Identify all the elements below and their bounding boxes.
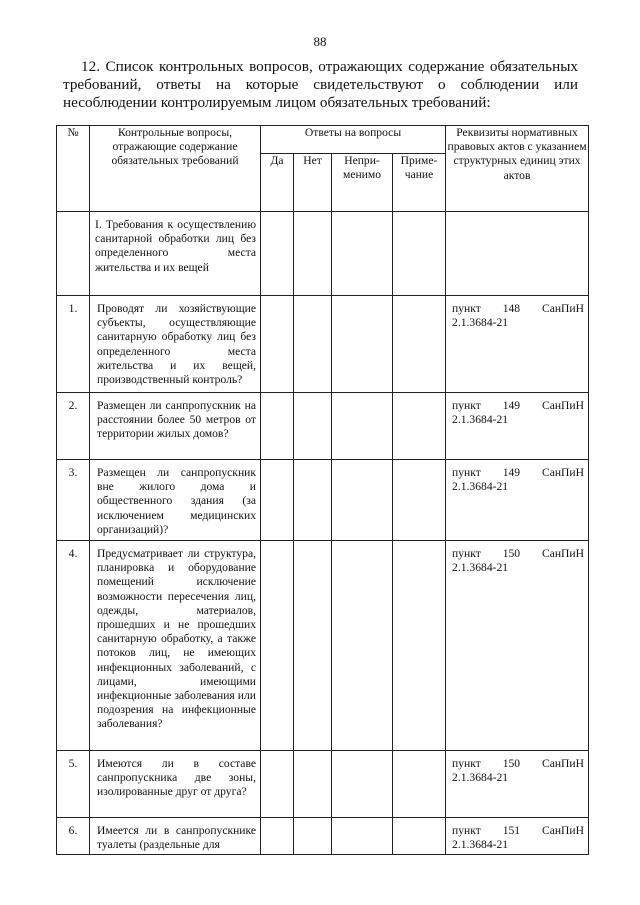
ref-word: пункт — [452, 757, 481, 770]
row-num: 4. — [57, 541, 90, 751]
ref-code: 2.1.3684-21 — [452, 838, 509, 852]
ref-doc: СанПиН — [541, 466, 585, 479]
table-row — [57, 818, 589, 855]
answer-not-applicable-cell — [332, 393, 393, 460]
answer-no-cell — [294, 460, 332, 541]
row-question: Проводят ли хозяйствующие субъекты, осуществляющие санитарную обработку лиц без определенного места жительства и их вещей, производственный контроль? — [90, 296, 261, 393]
row-reference — [446, 460, 589, 541]
row-reference — [446, 296, 589, 393]
header-question: Контрольные вопросы, отражающие содержание обязательных требований — [90, 126, 261, 212]
header-not-applicable: Непри-менимо — [332, 154, 393, 212]
answer-not-applicable-cell — [332, 541, 393, 751]
checklist-table — [56, 125, 589, 855]
ref-word: пункт — [452, 302, 481, 315]
answer-not-applicable-cell — [332, 296, 393, 393]
ref-word: пункт — [452, 824, 481, 837]
ref-number: 149 — [502, 466, 521, 479]
row-reference — [446, 393, 589, 460]
row-num: 2. — [57, 393, 90, 460]
table-row — [57, 541, 589, 751]
answer-yes-cell — [261, 393, 294, 460]
section-row — [57, 212, 589, 296]
row-num: 3. — [57, 460, 90, 541]
ref-number: 148 — [502, 302, 521, 315]
ref-number: 151 — [502, 824, 521, 837]
ref-doc: СанПиН — [541, 302, 585, 315]
answer-not-applicable-cell — [332, 751, 393, 818]
answer-no-cell — [294, 393, 332, 460]
ref-doc: СанПиН — [541, 547, 585, 560]
table-row — [57, 296, 589, 393]
answer-not-applicable-cell — [332, 818, 393, 855]
answer-yes-cell — [261, 541, 294, 751]
ref-cell — [446, 212, 589, 296]
answer-no-cell — [294, 818, 332, 855]
header-yes: Да — [261, 154, 294, 212]
row-question: Имеются ли в составе санпропускника две зоны, изолированные друг от друга? — [90, 751, 261, 818]
ref-word: пункт — [452, 466, 481, 479]
header-requisites: Реквизиты нормативных правовых актов с указанием структурных единиц этих актов — [446, 126, 589, 212]
ref-doc: СанПиН — [541, 399, 585, 412]
ref-code: 2.1.3684-21 — [452, 771, 509, 785]
answer-note-cell — [393, 751, 446, 818]
ref-number: 150 — [502, 757, 521, 770]
header-no: Нет — [294, 154, 332, 212]
row-num: 5. — [57, 751, 90, 818]
answer-note-cell — [393, 460, 446, 541]
answer-yes-cell — [261, 460, 294, 541]
page-number: 88 — [313, 34, 327, 49]
answer-cell — [332, 212, 393, 296]
ref-code: 2.1.3684-21 — [452, 561, 509, 575]
ref-doc: СанПиН — [541, 824, 585, 837]
row-reference — [446, 751, 589, 818]
section-title: I. Требования к осуществлению санитарной обработки лиц без определенного места жительства и их вещей — [90, 212, 261, 296]
answer-cell — [294, 212, 332, 296]
answer-note-cell — [393, 818, 446, 855]
answer-cell — [261, 212, 294, 296]
ref-word: пункт — [452, 399, 481, 412]
table-row — [57, 460, 589, 541]
row-question: Размещен ли санпропускник вне жилого дома и общественного здания (за исключением медицинских организаций)? — [90, 460, 261, 541]
answer-no-cell — [294, 751, 332, 818]
table-row — [57, 393, 589, 460]
answer-note-cell — [393, 541, 446, 751]
table-row — [57, 751, 589, 818]
header-answers-group: Ответы на вопросы — [261, 126, 446, 154]
section-num-cell — [57, 212, 90, 296]
ref-code: 2.1.3684-21 — [452, 316, 509, 330]
row-question: Размещен ли санпропускник на расстоянии более 50 метров от территории жилых домов? — [90, 393, 261, 460]
header-note: Приме-чание — [393, 154, 446, 212]
row-num: 1. — [57, 296, 90, 393]
document-heading: 12. Список контрольных вопросов, отражающих содержание обязательных требований, ответы на которые свидетельствуют о соблюдении или несоблюдении контролируемым лицом обязательных требований: — [63, 58, 578, 111]
row-num: 6. — [57, 818, 90, 855]
ref-code: 2.1.3684-21 — [452, 413, 509, 427]
ref-code: 2.1.3684-21 — [452, 480, 509, 494]
answer-yes-cell — [261, 751, 294, 818]
ref-number: 150 — [502, 547, 521, 560]
answer-note-cell — [393, 296, 446, 393]
header-num: № — [57, 126, 90, 212]
answer-yes-cell — [261, 296, 294, 393]
row-reference — [446, 541, 589, 751]
answer-cell — [393, 212, 446, 296]
answer-yes-cell — [261, 818, 294, 855]
ref-word: пункт — [452, 547, 481, 560]
ref-number: 149 — [502, 399, 521, 412]
answer-no-cell — [294, 541, 332, 751]
row-reference — [446, 818, 589, 855]
answer-not-applicable-cell — [332, 460, 393, 541]
answer-no-cell — [294, 296, 332, 393]
row-question: Предусматривает ли структура, планировка и оборудование помещений исключение возможности пересечения лиц, одежды, материалов, прошедших и не прошедших санитарную обработку, а также потоков лиц, не имеющих инфекционных заболеваний, с лицами, имеющими инфекционные заболевания или подозрения на инфекционные заболевания? — [90, 541, 261, 751]
ref-doc: СанПиН — [541, 757, 585, 770]
row-question: Имеется ли в санпропускнике туалеты (раздельные для — [90, 818, 261, 855]
answer-note-cell — [393, 393, 446, 460]
